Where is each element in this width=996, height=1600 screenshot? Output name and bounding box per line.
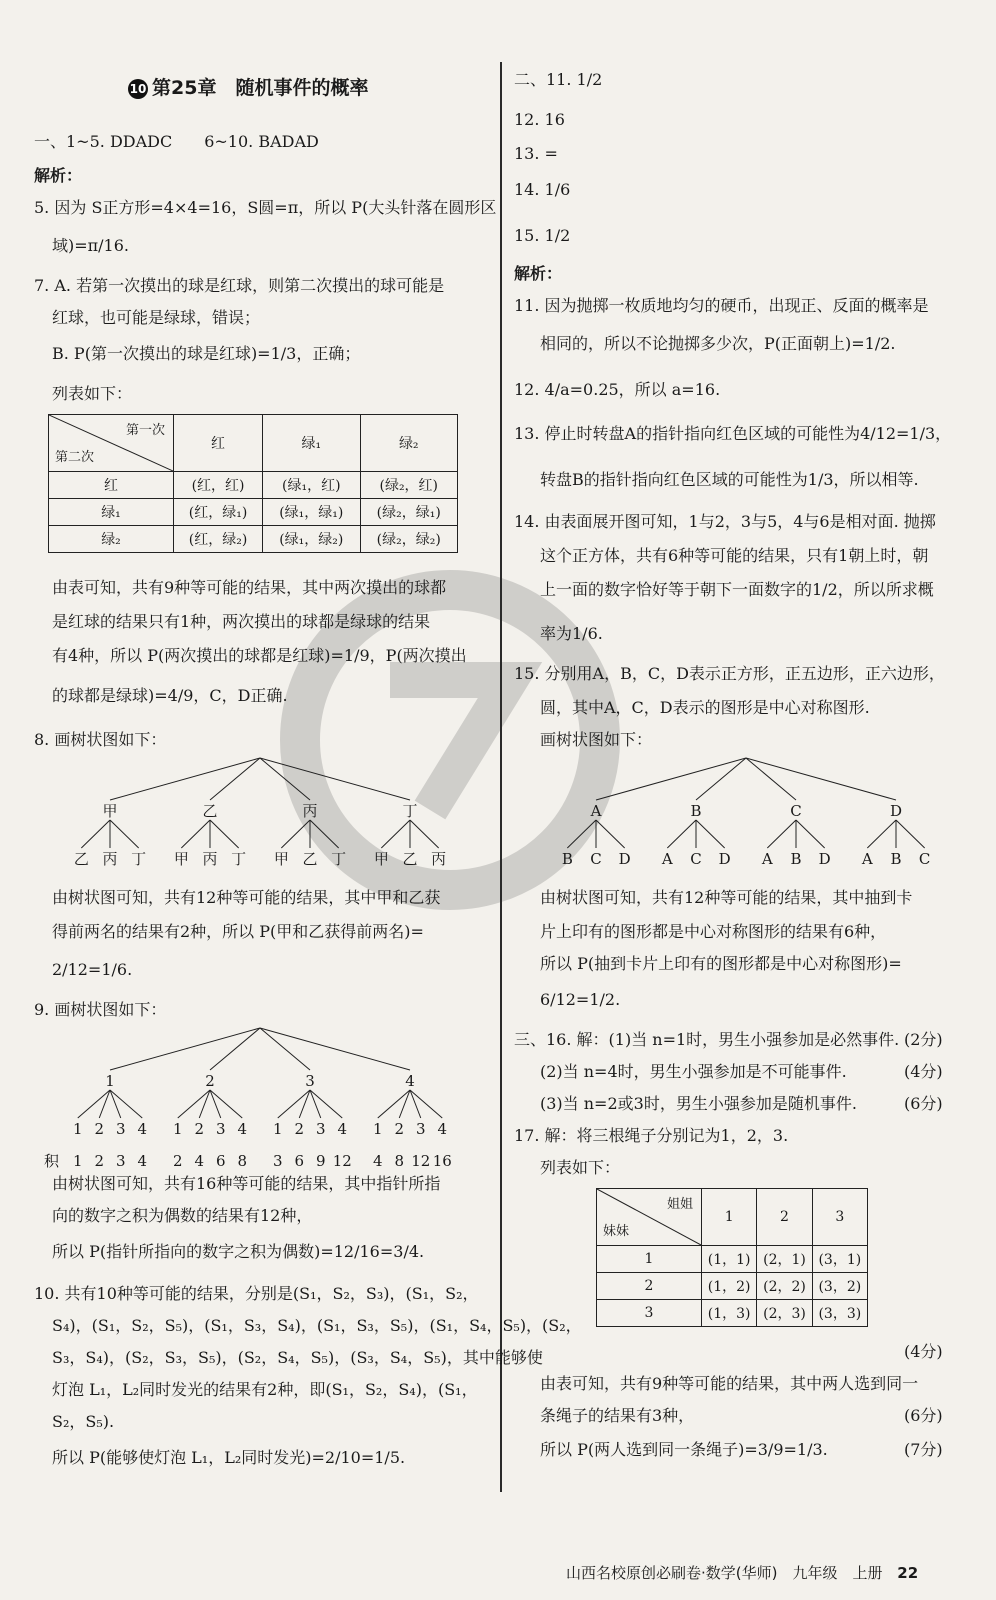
tree-node-level2: 丙 (202, 850, 218, 868)
q10-line6: 所以 P(能够使灯泡 L₁，L₂同时发光)=2/10=1/5. (52, 1448, 406, 1467)
q16-line2: (2)当 n=4时，男生小强参加是不可能事件. (540, 1062, 847, 1081)
tree-branch (410, 820, 439, 848)
tree-product-value: 6 (215, 1152, 226, 1170)
tree-node-level1: 4 (405, 1072, 415, 1090)
tree-product-value: 16 (432, 1152, 452, 1170)
footer-text: 山西名校原创必刷卷·数学(华师) 九年级 上册 (566, 1564, 883, 1582)
tree-branch (310, 1090, 342, 1118)
q10-line3: S₃，S₄)，(S₂，S₃，S₅)，(S₂，S₄，S₅)，(S₃，S₄，S₅)，其中能够使 (52, 1348, 543, 1367)
q8-line1: 由树状图可知，共有12种等可能的结果，其中甲和乙获 (52, 888, 441, 907)
tree-node-level2: A (661, 850, 673, 868)
q9-line1: 由树状图可知，共有16种等可能的结果，其中指针所指 (52, 1174, 441, 1193)
q9-line2: 向的数字之积为偶数的结果有12种， (52, 1206, 313, 1225)
table-col-header: 1 (702, 1189, 757, 1246)
tree-node-level2: C (590, 850, 602, 868)
tree-branch (310, 820, 339, 848)
tree-branch (696, 820, 725, 848)
q8-line3: 2/12=1/6. (52, 960, 133, 979)
tree-branch (667, 820, 696, 848)
q15-line3: 由树状图可知，共有12种等可能的结果，其中抽到卡 (540, 888, 913, 907)
tree-node-level2: 1 (72, 1120, 83, 1138)
tree-branch (81, 820, 110, 848)
tree-product-value: 8 (394, 1152, 405, 1170)
table-row: 1 (1，1) (2，1) (3，1) (597, 1246, 868, 1273)
tree-node-level2: 乙 (73, 850, 89, 868)
q9-intro: 9. 画树状图如下： (34, 1000, 167, 1019)
q5-line2: 域)=π/16. (52, 236, 130, 255)
tree-node-level2: B (890, 850, 902, 868)
tree-node-level2: A (861, 850, 873, 868)
tree-branch (381, 820, 410, 848)
q16-score2: (4分) (904, 1062, 943, 1081)
tree-branch (378, 1090, 410, 1118)
table-row: 2 (1，2) (2，2) (3，2) (597, 1273, 868, 1300)
q14-line2: 这个正方体，共有6种等可能的结果，只有1朝上时，朝 (540, 546, 929, 565)
tree-node-level2: 2 (394, 1120, 405, 1138)
tree-product-value: 1 (72, 1152, 83, 1170)
tree-node-level1: B (690, 802, 702, 820)
q16-score3: (6分) (904, 1094, 943, 1113)
tree-branch (746, 758, 796, 800)
tree-node-level2: 1 (372, 1120, 383, 1138)
chapter-title (128, 78, 368, 99)
tree-branch (181, 820, 210, 848)
tree-node-level2: 4 (237, 1120, 248, 1138)
tree-node-level1: 1 (105, 1072, 115, 1090)
tree-branch (746, 758, 896, 800)
tree-node-level2: C (690, 850, 702, 868)
tree-node-level2: C (918, 850, 931, 868)
tree-branch (567, 820, 596, 848)
tree-node-level2: 1 (172, 1120, 183, 1138)
tree-node-level1: 3 (305, 1072, 315, 1090)
tree-product-value: 12 (332, 1152, 352, 1170)
tree-node-level1: 2 (205, 1072, 215, 1090)
tree-node-level2: 丙 (431, 850, 447, 868)
q16-score1: (2分) (904, 1030, 943, 1049)
table-row: 绿₁ (红，绿₁) (绿₁，绿₁) (绿₂，绿₁) (49, 499, 458, 526)
tree-branch (178, 1090, 210, 1118)
tree-node-level2: 2 (294, 1120, 305, 1138)
tree-branch (210, 1090, 242, 1118)
tree-node-level2: 3 (115, 1120, 126, 1138)
q7-line7: 的球都是绿球)=4/9，C，D正确. (52, 686, 288, 705)
q7-line4: 由表可知，共有9种等可能的结果，其中两次摸出的球都 (52, 578, 447, 597)
tree-branch (260, 1028, 410, 1070)
table-row: 3 (1，3) (2，3) (3，3) (597, 1300, 868, 1327)
q7-list-intro: 列表如下： (52, 384, 133, 403)
tree-node-level1: 丙 (302, 802, 318, 820)
tree-branch (767, 820, 796, 848)
q10-line2: S₄)，(S₁，S₂，S₅)，(S₁，S₃，S₄)，(S₁，S₃，S₅)，(S₁，S₄，S₅)，(S₂， (52, 1316, 582, 1335)
tree-node-level2: 4 (337, 1120, 348, 1138)
q15-answer: 15. 1/2 (514, 226, 571, 245)
q10-line5: S₂，S₅). (52, 1412, 115, 1431)
q13-answer: 13. = (514, 144, 558, 163)
q15-line2: 圆，其中A，C，D表示的图形是中心对称图形. (540, 698, 870, 717)
tree-product-label: 积 (44, 1152, 60, 1170)
tree-product-value: 2 (94, 1152, 105, 1170)
tree-branch (210, 1028, 260, 1070)
tree-node-level2: 3 (315, 1120, 326, 1138)
q14-line1: 14. 由表面展开图可知，1与2，3与5，4与6是相对面. 抛掷 (514, 512, 936, 531)
tree-node-level2: 丁 (131, 850, 147, 868)
q11-line1: 11. 因为抛掷一枚质地均匀的硬币，出现正、反面的概率是 (514, 296, 929, 315)
tree-branch (696, 758, 746, 800)
tree-branch (596, 820, 625, 848)
q17-score2: (6分) (904, 1406, 943, 1425)
tree-branch (110, 1090, 142, 1118)
tree-node-level2: 乙 (302, 850, 318, 868)
tree-node-level2: 3 (415, 1120, 426, 1138)
tree-node-level1: A (590, 802, 602, 820)
tree-branch (278, 1090, 310, 1118)
tree-product-value: 8 (237, 1152, 248, 1170)
tree-node-level2: D (618, 850, 631, 868)
q17-score1: (4分) (904, 1342, 943, 1361)
tree-node-level2: 乙 (402, 850, 418, 868)
table-col-header: 绿₂ (360, 415, 457, 472)
q10-line4: 灯泡 L₁，L₂同时发光的结果有2种，即(S₁，S₂，S₄)，(S₁， (52, 1380, 478, 1399)
tree-branch (867, 820, 896, 848)
tree-branch (260, 758, 310, 800)
q13-line1: 13. 停止时转盘A的指针指向红色区域的可能性为4/12=1/3， (514, 424, 952, 443)
q15-tree-intro: 画树状图如下： (540, 730, 653, 749)
table-corner: 第一次 第二次 (49, 415, 174, 472)
q13-line2: 转盘B的指针指向红色区域的可能性为1/3，所以相等. (540, 470, 919, 489)
q15-line6: 6/12=1/2. (540, 990, 621, 1009)
tree-node-level2: B (561, 850, 573, 868)
tree-node-level2: 1 (272, 1120, 283, 1138)
tree-product-value: 2 (172, 1152, 183, 1170)
q8-tree-diagram (40, 754, 480, 874)
page-footer (566, 1562, 918, 1583)
q17-line1: 17. 解：将三根绳子分别记为1，2，3. (514, 1126, 789, 1145)
q17-list-intro: 列表如下： (540, 1158, 621, 1177)
q9-line3: 所以 P(指针所指向的数字之积为偶数)=12/16=3/4. (52, 1242, 425, 1261)
tree-node-level2: 丁 (331, 850, 347, 868)
tree-node-level2: 4 (437, 1120, 448, 1138)
tree-node-level2: B (790, 850, 802, 868)
tree-node-level2: 2 (194, 1120, 205, 1138)
table-col-header: 3 (812, 1189, 867, 1246)
tree-product-value: 3 (272, 1152, 283, 1170)
q7-table (48, 414, 458, 553)
q8-line2: 得前两名的结果有2种，所以 P(甲和乙获得前两名)= (52, 922, 424, 941)
analysis-heading-right: 解析： (514, 264, 563, 283)
table-row: 绿₂ (红，绿₂) (绿₁，绿₂) (绿₂，绿₂) (49, 526, 458, 553)
tree-node-level2: 甲 (173, 850, 189, 868)
tree-node-level2: 甲 (273, 850, 289, 868)
q7-line5: 是红球的结果只有1种，两次摸出的球都是绿球的结果 (52, 612, 431, 631)
tree-branch (596, 758, 746, 800)
tree-product-value: 6 (294, 1152, 305, 1170)
tree-node-level2: 3 (215, 1120, 226, 1138)
tree-product-value: 3 (115, 1152, 126, 1170)
q16-line1: 三、16. 解：(1)当 n=1时，男生小强参加是必然事件. (514, 1030, 900, 1049)
tree-node-level2: D (718, 850, 731, 868)
q11-answer: 二、11. 1/2 (514, 70, 603, 89)
table-col-header: 2 (757, 1189, 812, 1246)
tree-branch (110, 1028, 260, 1070)
tree-branch (210, 820, 239, 848)
tree-branch (78, 1090, 110, 1118)
tree-node-level2: 4 (137, 1120, 148, 1138)
tree-product-value: 12 (411, 1152, 431, 1170)
q8-intro: 8. 画树状图如下： (34, 730, 167, 749)
tree-product-value: 4 (137, 1152, 148, 1170)
column-divider (500, 62, 502, 1492)
table-corner: 姐姐 妹妹 (597, 1189, 702, 1246)
chapter-number-badge: 10 (128, 79, 148, 99)
q10-line1: 10. 共有10种等可能的结果，分别是(S₁，S₂，S₃)，(S₁，S₂， (34, 1284, 479, 1303)
tree-branch (796, 820, 825, 848)
tree-branch (260, 1028, 310, 1070)
tree-product-value: 4 (194, 1152, 205, 1170)
tree-node-level1: D (889, 802, 903, 820)
q5-line1: 5. 因为 S正方形=4×4=16，S圆=π，所以 P(大头针落在圆形区 (34, 198, 497, 217)
tree-product-value: 9 (315, 1152, 326, 1170)
tree-branch (110, 758, 260, 800)
q9-tree-diagram (40, 1024, 480, 1174)
page-number: 22 (897, 1564, 919, 1582)
table-col-header: 绿₁ (263, 415, 360, 472)
q11-line2: 相同的，所以不论抛掷多少次，P(正面朝上)=1/2. (540, 334, 896, 353)
tree-branch (410, 1090, 442, 1118)
tree-branch (896, 820, 925, 848)
tree-node-level1: 甲 (102, 802, 118, 820)
q17-line4: 所以 P(两人选到同一条绳子)=3/9=1/3. (540, 1440, 828, 1459)
tree-node-level2: 甲 (373, 850, 389, 868)
table-row: 红 (红，红) (绿₁，红) (绿₂，红) (49, 472, 458, 499)
q14-line4: 率为1/6. (540, 624, 603, 643)
q17-line3: 条绳子的结果有3种， (540, 1406, 695, 1425)
q15-line4: 片上印有的图形都是中心对称图形的结果有6种， (540, 922, 887, 941)
tree-node-level1: 乙 (202, 802, 218, 820)
q17-table (596, 1188, 868, 1327)
answers-mc: 一、1~5. DDADC 6~10. BADAD (34, 132, 319, 151)
tree-branch (281, 820, 310, 848)
analysis-heading: 解析： (34, 166, 83, 185)
tree-node-level1: 丁 (402, 802, 418, 820)
q15-line1: 15. 分别用A，B，C，D表示正方形，正五边形，正六边形， (514, 664, 945, 683)
tree-node-level1: C (790, 802, 802, 820)
tree-node-level2: A (761, 850, 773, 868)
q7-line6: 有4种，所以 P(两次摸出的球都是红球)=1/9，P(两次摸出 (52, 646, 467, 665)
q7-line1: 7. A. 若第一次摸出的球是红球，则第二次摸出的球可能是 (34, 276, 445, 295)
tree-branch (260, 758, 410, 800)
q16-line3: (3)当 n=2或3时，男生小强参加是随机事件. (540, 1094, 857, 1113)
q15-tree-diagram (526, 754, 966, 874)
q15-line5: 所以 P(抽到卡片上印有的图形都是中心对称图形)= (540, 954, 902, 973)
q14-line3: 上一面的数字恰好等于朝下一面数字的1/2，所以所求概 (540, 580, 934, 599)
tree-branch (110, 820, 139, 848)
tree-node-level2: D (818, 850, 831, 868)
chapter-title-text: 第25章 随机事件的概率 (152, 77, 369, 99)
q12-answer: 12. 16 (514, 110, 565, 129)
q17-line2: 由表可知，共有9种等可能的结果，其中两人选到同一 (540, 1374, 919, 1393)
q14-answer: 14. 1/6 (514, 180, 571, 199)
tree-node-level2: 2 (94, 1120, 105, 1138)
q12-line1: 12. 4/a=0.25，所以 a=16. (514, 380, 721, 399)
q7-line3: B. P(第一次摸出的球是红球)=1/3，正确； (52, 344, 361, 363)
tree-node-level2: 丁 (231, 850, 247, 868)
q7-line2: 红球，也可能是绿球，错误； (52, 308, 261, 327)
tree-product-value: 4 (372, 1152, 383, 1170)
tree-node-level2: 丙 (102, 850, 118, 868)
table-col-header: 红 (174, 415, 263, 472)
tree-branch (210, 758, 260, 800)
q17-score3: (7分) (904, 1440, 943, 1459)
